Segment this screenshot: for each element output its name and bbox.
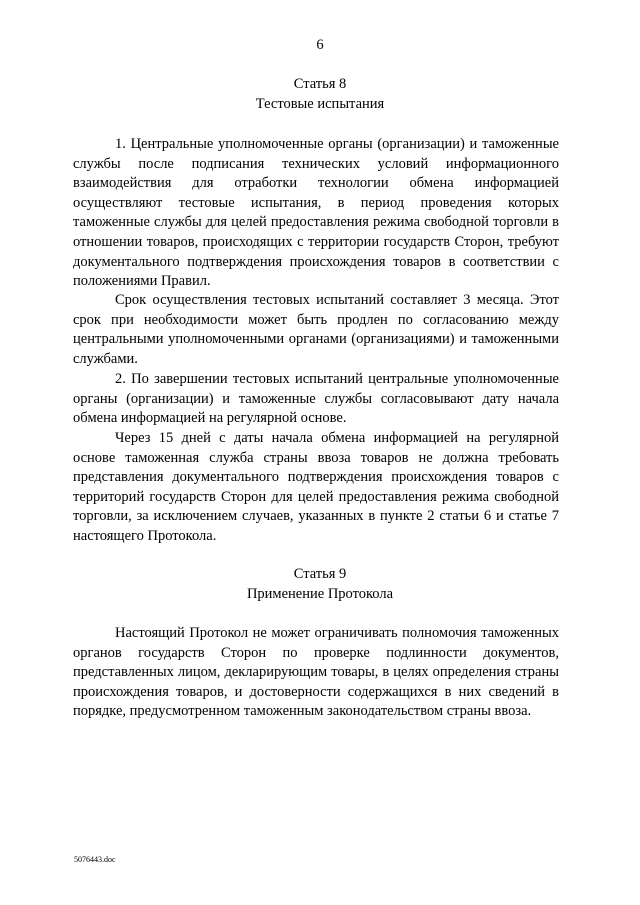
article-8-paragraph-3: 2. По завершении тестовых испытаний центральные уполномоченные органы (организации) и таможенные службы согласовывают дату начала обмена информацией на регулярной основе.: [73, 371, 559, 427]
article-8-paragraph-2: Срок осуществления тестовых испытаний составляет 3 месяца. Этот срок при необходимости может быть продлен по согласованию между центральными уполномоченными органами (организациями) и таможенными службами.: [73, 292, 559, 367]
article-9-paragraph-1: Настоящий Протокол не может ограничивать полномочия таможенных органов государств Сторон по проверке подлинности документов, представленных лицом, декларирующим товары, в целях определения страны происхождения товаров, и достоверности содержащихся в них сведений в порядке, предусмотренном таможенным законодательством страны ввоза.: [73, 625, 559, 720]
article-8-paragraph-1: 1. Центральные уполномоченные органы (организации) и таможенные службы после подписания технических условий информационного взаимодействия для отработки технологии обмена информацией осуществляют тестовые испытания, в период проведения которых таможенные службы для целей предоставления режима свободной торговли в отношении товаров, происходящих с территории государств Сторон, требуют документального подтверждения происхождения товаров в соответствии с положениями Правил.: [73, 136, 559, 290]
article-9-heading: Статья 9: [293, 566, 347, 582]
article-8-title: Тестовые испытания: [255, 96, 385, 112]
article-8-paragraph-4: Через 15 дней с даты начала обмена информацией на регулярной основе таможенная служба страны ввоза товаров не должна требовать представления документального подтверждения происхождения товаров с территорий государств Сторон для целей предоставления режима свободной торговли, за исключением случаев, указанных в пункте 2 статьи 6 и статье 7 настоящего Протокола.: [73, 430, 559, 544]
footer-file-id: 5076443.doc: [74, 855, 116, 864]
article-8-heading: Статья 8: [293, 76, 347, 92]
page-number: 6: [316, 37, 324, 53]
article-9-title: Применение Протокола: [246, 586, 394, 602]
